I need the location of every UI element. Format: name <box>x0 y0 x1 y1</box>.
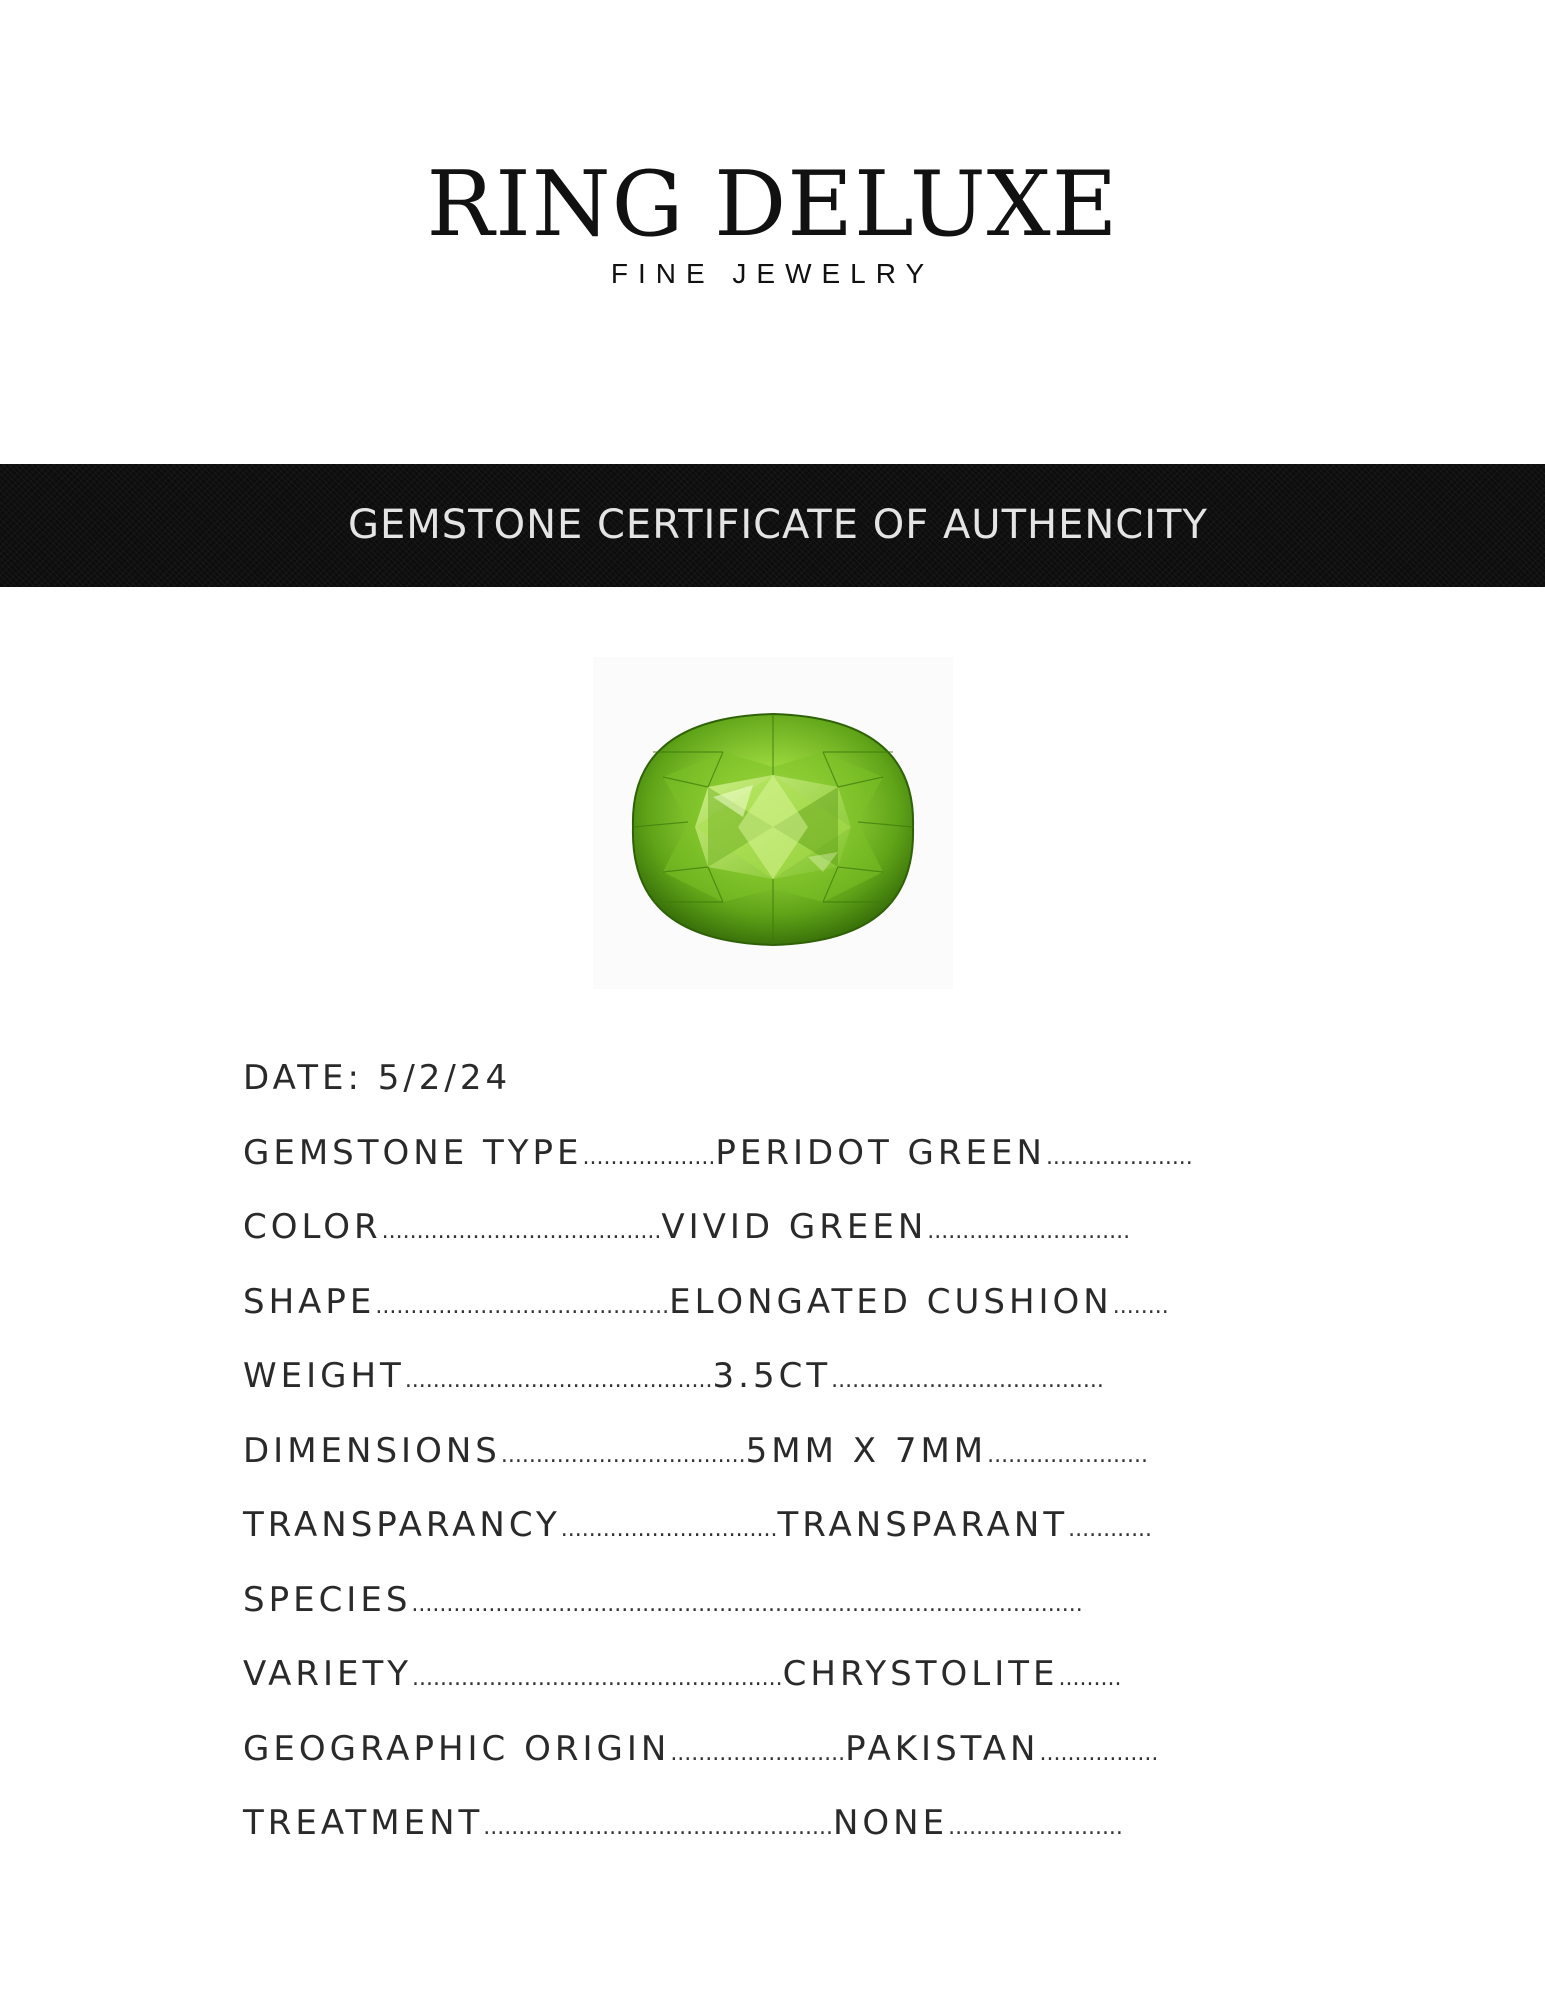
dot-leader: ....................... <box>987 1442 1148 1468</box>
detail-row <box>243 1572 1303 1647</box>
detail-label: TREATMENT <box>243 1803 484 1843</box>
detail-row <box>243 1423 1303 1498</box>
dot-leader: ........................................ <box>381 1219 662 1244</box>
detail-row <box>243 1274 1303 1349</box>
detail-row <box>243 1795 1303 1870</box>
detail-label: GEOGRAPHIC ORIGIN <box>243 1728 671 1769</box>
certificate-banner <box>0 464 1545 587</box>
dot-leader: ............ <box>1068 1517 1153 1542</box>
dot-leader: ......................... <box>948 1815 1123 1840</box>
brand-name: RING DELUXE <box>426 152 1119 257</box>
dot-leader: ......................... <box>670 1740 846 1766</box>
dot-leader: .......................................... <box>375 1293 670 1319</box>
dot-leader: ........ <box>1112 1293 1169 1319</box>
dot-leader: ....................................... <box>831 1368 1104 1393</box>
detail-value: ELONGATED CUSHION <box>669 1281 1113 1322</box>
dot-leader: ............................... <box>560 1517 778 1542</box>
detail-label: TRANSPARANCY <box>243 1505 561 1545</box>
dot-leader: ......... <box>1058 1666 1122 1691</box>
date-row <box>243 1050 1303 1125</box>
certificate-title: GEMSTONE CERTIFICATE OF AUTHENCITY <box>348 502 1208 548</box>
dot-leader: .................................................. <box>483 1815 833 1840</box>
dot-leader: ................................................................................................ <box>411 1591 1083 1617</box>
peridot-gem-icon <box>593 657 953 989</box>
detail-label: SHAPE <box>243 1281 376 1322</box>
detail-label: DIMENSIONS <box>243 1430 501 1471</box>
gem-image <box>593 657 953 989</box>
detail-row <box>243 1721 1303 1796</box>
dot-leader: ..................... <box>1045 1144 1193 1170</box>
brand-tagline: FINE JEWELRY <box>610 258 935 289</box>
detail-value: TRANSPARANT <box>777 1505 1069 1545</box>
detail-label: VARIETY <box>243 1654 413 1694</box>
detail-label: SPECIES <box>243 1579 412 1620</box>
detail-value: NONE <box>832 1803 949 1843</box>
detail-row <box>243 1125 1303 1200</box>
detail-label: COLOR <box>243 1207 382 1247</box>
detail-row <box>243 1348 1303 1423</box>
dot-leader: ................. <box>1039 1740 1159 1766</box>
dot-leader: ..................................................... <box>412 1666 783 1691</box>
detail-value: 5MM X 7MM <box>745 1430 988 1471</box>
detail-value: PAKISTAN <box>845 1728 1040 1769</box>
certificate-details <box>243 1050 1303 1870</box>
detail-value: VIVID GREEN <box>661 1207 928 1247</box>
dot-leader: ............................. <box>927 1219 1131 1244</box>
detail-label: GEMSTONE TYPE <box>243 1132 583 1173</box>
detail-label: WEIGHT <box>243 1356 405 1396</box>
dot-leader: ................... <box>582 1144 716 1170</box>
dot-leader: ................................... <box>500 1442 746 1468</box>
certificate-date: DATE: 5/2/24 <box>243 1058 512 1098</box>
detail-row <box>243 1199 1303 1274</box>
detail-row <box>243 1497 1303 1572</box>
detail-value: PERIDOT GREEN <box>715 1132 1046 1173</box>
detail-value: 3.5CT <box>712 1356 832 1396</box>
detail-value: CHRYSTOLITE <box>782 1654 1059 1694</box>
detail-row <box>243 1646 1303 1721</box>
dot-leader: ............................................ <box>404 1368 713 1393</box>
